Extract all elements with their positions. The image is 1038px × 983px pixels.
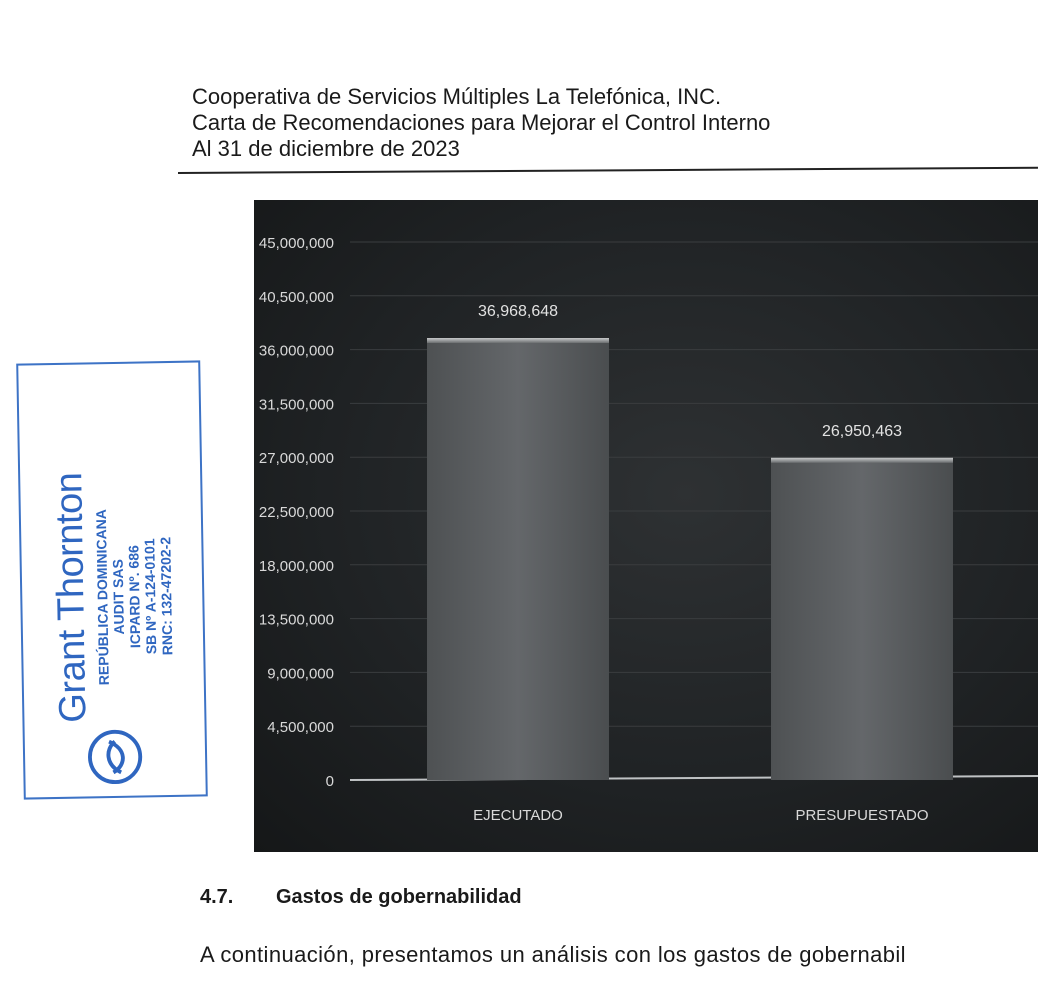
section-title: Gastos de gobernabilidad <box>276 886 522 908</box>
stamp-line-firm: AUDIT SAS <box>109 559 127 635</box>
section-heading <box>200 886 522 909</box>
auditor-stamp <box>16 360 208 799</box>
y-tick-label: 27,000,000 <box>258 450 334 468</box>
y-tick-label: 22,500,000 <box>258 504 334 521</box>
bar-chart <box>254 200 1038 852</box>
bar-chart-svg <box>254 200 1038 852</box>
header-date: Al 31 de diciembre de 2023 <box>192 136 460 161</box>
header-report-title: Carta de Recomendaciones para Mejorar el Control Interno <box>192 110 771 135</box>
document-header <box>192 84 1038 162</box>
header-organization: Cooperativa de Servicios Múltiples La Telefónica, INC. <box>192 84 722 109</box>
stamp-line-icpard: ICPARD Nº. 686 <box>125 545 144 649</box>
y-tick-label: 0 <box>325 773 334 790</box>
stamp-brand-name: Grant Thornton <box>48 472 95 724</box>
y-tick-label: 18,000,000 <box>258 557 334 575</box>
stamp-line-country: REPÚBLICA DOMINICANA <box>92 509 112 686</box>
y-tick-label: 4,500,000 <box>267 719 334 737</box>
section-number: 4.7. <box>200 886 234 908</box>
y-tick-label: 45,000,000 <box>258 235 334 252</box>
bar-ejecutado <box>427 338 609 780</box>
grant-thornton-logo-icon <box>86 727 145 786</box>
x-tick-label: EJECUTADO <box>473 807 563 824</box>
y-tick-label: 9,000,000 <box>267 665 334 683</box>
y-tick-label: 13,500,000 <box>258 611 334 629</box>
stamp-line-sb: SB Nº A-124-0101 <box>141 538 160 655</box>
x-tick-label: PRESUPUESTADO <box>795 807 929 824</box>
data-label: 36,968,648 <box>477 303 559 321</box>
stamp-line-rnc: RNC: 132-47202-2 <box>157 536 176 656</box>
section-paragraph: A continuación, presentamos un análisis con los gastos de gobernabil <box>200 942 906 967</box>
data-label: 26,950,463 <box>821 422 903 440</box>
bar-top-highlight <box>771 458 953 463</box>
y-tick-label: 31,500,000 <box>258 396 334 414</box>
y-tick-label: 40,500,000 <box>258 288 334 306</box>
y-tick-label: 36,000,000 <box>258 342 334 360</box>
header-divider <box>178 167 1038 174</box>
bar-top-highlight <box>427 338 609 343</box>
bar-presupuestado <box>771 458 953 780</box>
stamp-details <box>92 471 176 722</box>
